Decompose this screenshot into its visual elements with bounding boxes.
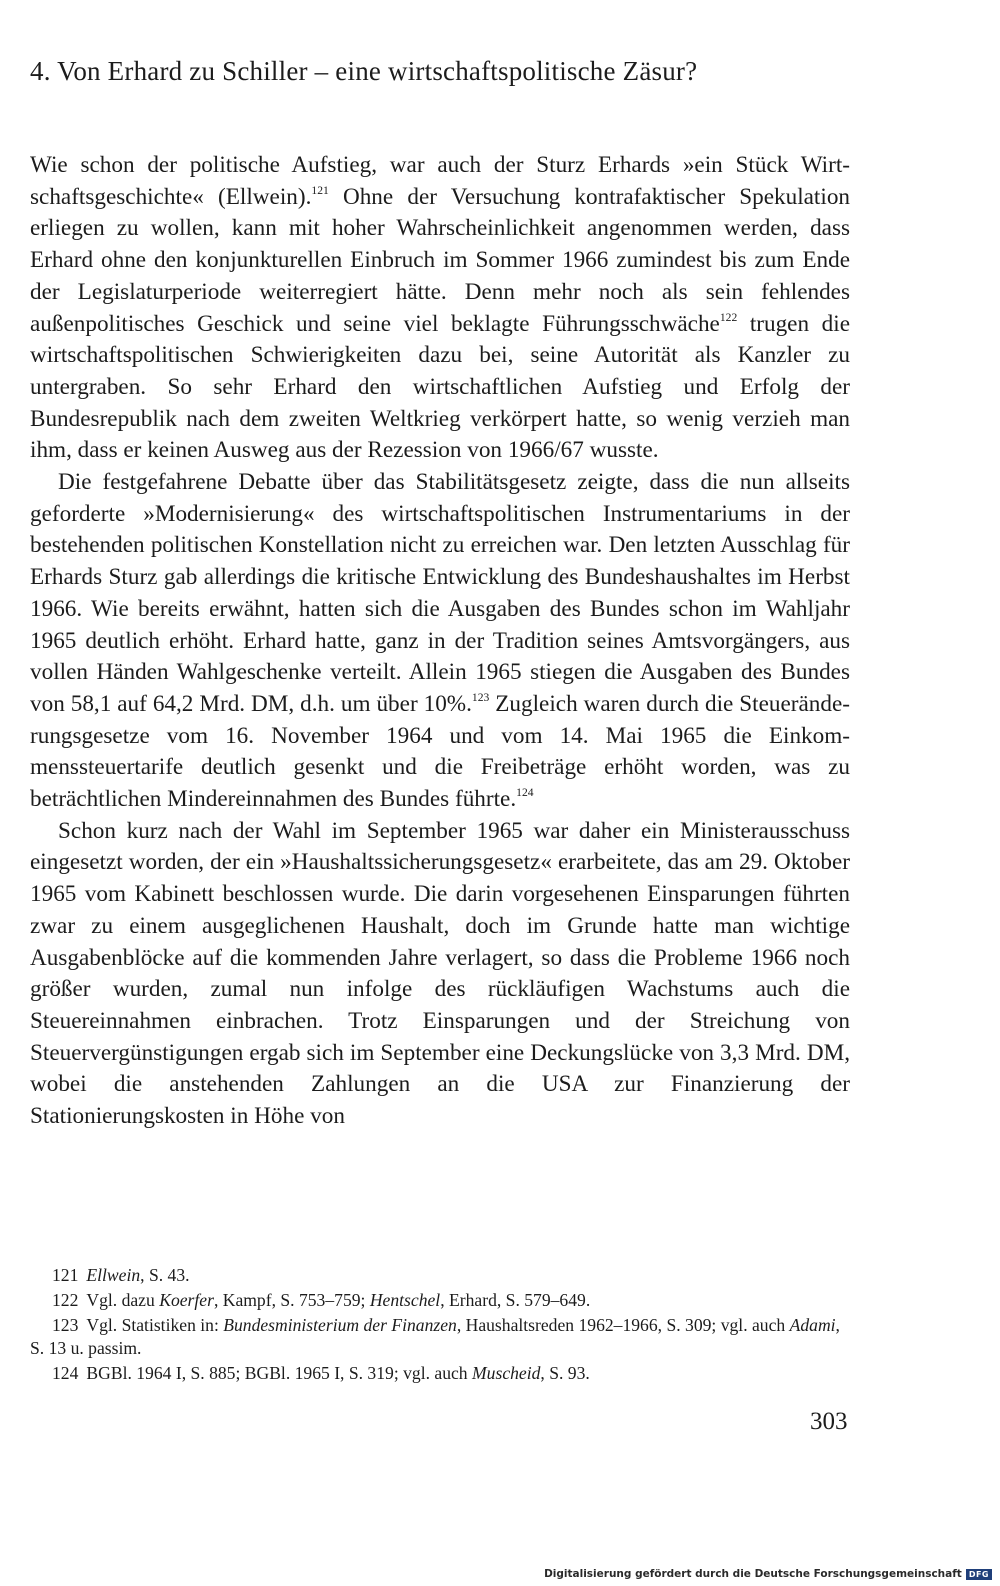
- footnote: [30, 1264, 850, 1288]
- text-run: , Haushaltsreden 1962–1966, S. 309; vgl. auch: [456, 1314, 790, 1335]
- digitization-note: Digitalisierung gefördert durch die Deutsche Forschungsgemeinschaft: [544, 1568, 962, 1580]
- text-run: Wie schon der politische Aufstieg, war auch der Sturz Erhards »ein Stück Wirtschaftsgeschichte« (Ellwein).: [30, 152, 850, 210]
- page-number: 303: [810, 1408, 848, 1435]
- text-run: , Kampf, S. 753–759;: [213, 1289, 370, 1310]
- text-run: , Erhard, S. 579–649.: [440, 1289, 591, 1310]
- footnote-ref: 124: [516, 786, 534, 800]
- text-run: , S. 13 u. passim.: [30, 1314, 840, 1359]
- footnote: [30, 1289, 850, 1313]
- paragraph: [30, 150, 850, 467]
- section-heading: 4. Von Erhard zu Schiller – eine wirtschaftspolitische Zäsur?: [30, 56, 698, 86]
- footnote: [30, 1314, 850, 1362]
- footnote-ref: 123: [471, 691, 490, 705]
- text-run: trugen die wirtschaftspolitischen Schwierigkeiten dazu bei, seine Autorität als Kanzler zu untergraben. So sehr Erhard den wirtschaftlichen Aufstieg und Erfolg der Bundesrepublik nach dem zweiten Weltkrieg verkörpert hatte, so wenig verzieh man ihm, dass er keinen Ausweg aus der Rezession von 1966/67 wusste.: [30, 310, 850, 464]
- text-run: Vgl. Statistiken in:: [86, 1314, 224, 1335]
- text-run: , S. 93.: [540, 1363, 590, 1384]
- text-run: BGBl. 1964 I, S. 885; BGBl. 1965 I, S. 319; vgl. auch: [86, 1363, 473, 1384]
- paragraph: [30, 816, 850, 1133]
- footnote-ref: 121: [311, 183, 329, 197]
- footnotes: [30, 1264, 850, 1387]
- dfg-logo-icon: DFG: [966, 1569, 992, 1580]
- text-run: Die festgefahrene Debatte über das Stabilitätsgesetz zeigte, dass die nun allseits geforderte »Modernisierung« des wirtschaftspolitischen Instrumentariums in der bestehenden politischen Konstellation nicht zu erreichen war. Den letzten Ausschlag für Erhards Sturz gab allerdings die kritische Entwicklung des Bundeshaushaltes im Herbst 1966. Wie bereits erwähnt, hatten sich die Ausgaben des Bundes schon im Wahljahr 1965 deutlich erhöht. Erhard hatte, ganz in der Tradition seines Amtsvorgängers, aus vollen Händen Wahlgeschenke verteilt. Allein 1965 stiegen die Ausgaben des Bundes von 58,1 auf 64,2 Mrd. DM, d.h. um über 10%.: [30, 469, 850, 717]
- italic-text: Muscheid: [472, 1363, 541, 1384]
- footnote: [30, 1362, 850, 1386]
- italic-text: Hentschel: [369, 1289, 441, 1310]
- footnote-number: 123: [52, 1314, 79, 1335]
- body-text: [30, 150, 850, 1133]
- footnote-number: 121: [52, 1265, 79, 1285]
- italic-text: Bundesministerium der Finanzen: [223, 1314, 457, 1335]
- text-run: Schon kurz nach der Wahl im September 1965 war daher ein Ministerausschuss eingesetzt worden, der ein »Haushaltssicherungsgesetz« erarbeitete, das am 29. Oktober 1965 vom Kabinett beschlossen wurde. Die darin vorgesehenen Einsparungen führten zwar zu einem ausgeglichenen Haushalt, doch im Grunde hatte man wichtige Ausgabenblöcke auf die kommenden Jahre verlagert, so dass die Probleme 1966 noch größer wurden, zumal nun infolge des rückläufigen Wachstums auch die Steuereinnahmen einbrachen. Trotz Einsparungen und der Streichung von Steuervergünstigungen ergab sich im September eine Deckungslücke von 3,3 Mrd. DM, wobei die anstehenden Zahlungen an die USA zur Finanzierung der Stationierungskosten in Höhe von: [30, 817, 850, 1130]
- paragraph: [30, 467, 850, 816]
- text-run: , S. 43.: [140, 1265, 190, 1285]
- footnote-number: 124: [52, 1363, 79, 1384]
- text-run: Ohne der Versuchung kontrafaktischer Spekulation erliegen zu wollen, kann mit hoher Wahrscheinlichkeit angenommen werden, dass Erhard ohne den konjunkturellen Einbruch im Sommer 1966 zumindest bis zum Ende der Legislaturperiode weiterregiert hätte. Denn mehr noch als sein fehlendes außenpolitisches Geschick und seine viel beklagte Führungsschwäche: [30, 183, 851, 337]
- footnote-ref: 122: [719, 310, 738, 324]
- footnote-number: 122: [52, 1289, 79, 1310]
- italic-text: Koerfer: [159, 1289, 214, 1310]
- italic-text: Adami: [789, 1314, 836, 1335]
- text-run: Zugleich waren durch die Steueränderungsgesetze vom 16. November 1964 und vom 14. Mai 1965 die Einkommenssteuertarife deutlich gesenkt und die Freibeträge erhöht worden, was zu beträchtlichen Mindereinnahmen des Bundes führte.: [30, 690, 850, 813]
- digitization-banner: [544, 1568, 992, 1580]
- italic-text: Ellwein: [86, 1265, 141, 1285]
- text-run: Vgl. dazu: [86, 1289, 160, 1310]
